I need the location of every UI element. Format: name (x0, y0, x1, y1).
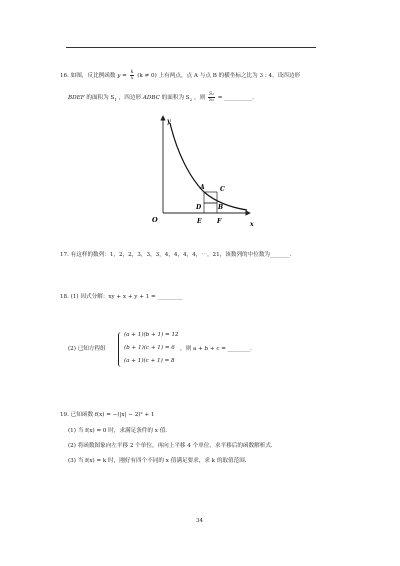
q19-intro: 19. 已知函数 f(x) = −(|x| − 2)² + 1 (60, 412, 155, 418)
point-b-label: B (218, 204, 224, 211)
q18-part2-suffix: ，则 a + b + c = ________. (180, 346, 252, 352)
q18-part1: 18. (1) 因式分解：xy + x + y + 1 = _________ (60, 294, 183, 300)
q16-quad-text: ，四边形 (118, 95, 142, 101)
q16-ratio-numerator: S₂ (208, 92, 214, 97)
point-c-label: C (220, 186, 225, 193)
q17-text: 17. 有这样的数列：1，2，2，3，3，3，4，4，4，4，⋯，21，该数列的中位数为_______. (60, 252, 292, 258)
point-e-label: E (197, 218, 202, 225)
q16-func-lhs: y = (117, 73, 127, 79)
q19-part3: (3) 当 f(x) = k 时，刚好有四个不同的 x 值满足要求，求 k 的取值范围. (68, 458, 247, 464)
q16-s1-subscript: 1 (114, 97, 117, 103)
q16-area-s1-text: 的面积为 S (86, 95, 115, 101)
system-eq-1: (a + 1)(b + 1) = 12 (124, 332, 179, 338)
point-d-label: D (196, 204, 202, 211)
q16-number: 16. (60, 73, 69, 79)
q16-func-condition: (k ≠ 0) (137, 73, 157, 79)
system-eq-3: (a + 1)(c + 1) = 8 (124, 358, 175, 364)
origin-label: O (152, 216, 158, 224)
x-axis-label: x (250, 221, 254, 228)
q18-part2-prefix: (2) 已知方程组 (68, 346, 106, 352)
q16-s2-subscript: 2 (189, 97, 193, 103)
q16-func-numerator: k (130, 70, 134, 75)
q18-equation-system (118, 332, 178, 368)
point-f-label: F (217, 218, 222, 225)
system-brace (118, 332, 123, 367)
q16-then-text: ，则 (193, 95, 206, 101)
q16-intro-text: 如图，反比例函数 (70, 73, 116, 79)
hyperbola-curve (170, 123, 247, 210)
q16-quad-adbc: ADBC (142, 95, 160, 101)
q19-part2: (2) 将函数图象向左平移 2 个单位，再向上平移 4 个单位，求平移后的函数解析式. (68, 443, 273, 449)
q19-part1: (1) 当 f(x) = 0 时，求满足条件的 x 值. (68, 428, 168, 434)
q16-area-s2-text: 的面积为 S (161, 95, 190, 101)
q16-points-text: 上有两点，点 A 与点 B 的横坐标之比为 3 : 4，设四边形 (158, 73, 301, 79)
system-eq-2: (b + 1)(c + 1) = 6 (124, 345, 175, 351)
y-axis-label: y (167, 118, 171, 125)
q16-ratio-denominator: S₁ (208, 98, 214, 103)
q16-func-denominator: x (130, 76, 134, 81)
q16-quad-bdef: BDEF (68, 95, 85, 101)
rect-bdef (204, 203, 217, 213)
q16-answer-blank: = __________. (217, 95, 254, 101)
point-a-label: A (200, 184, 205, 191)
page-number: 34 (196, 518, 204, 524)
